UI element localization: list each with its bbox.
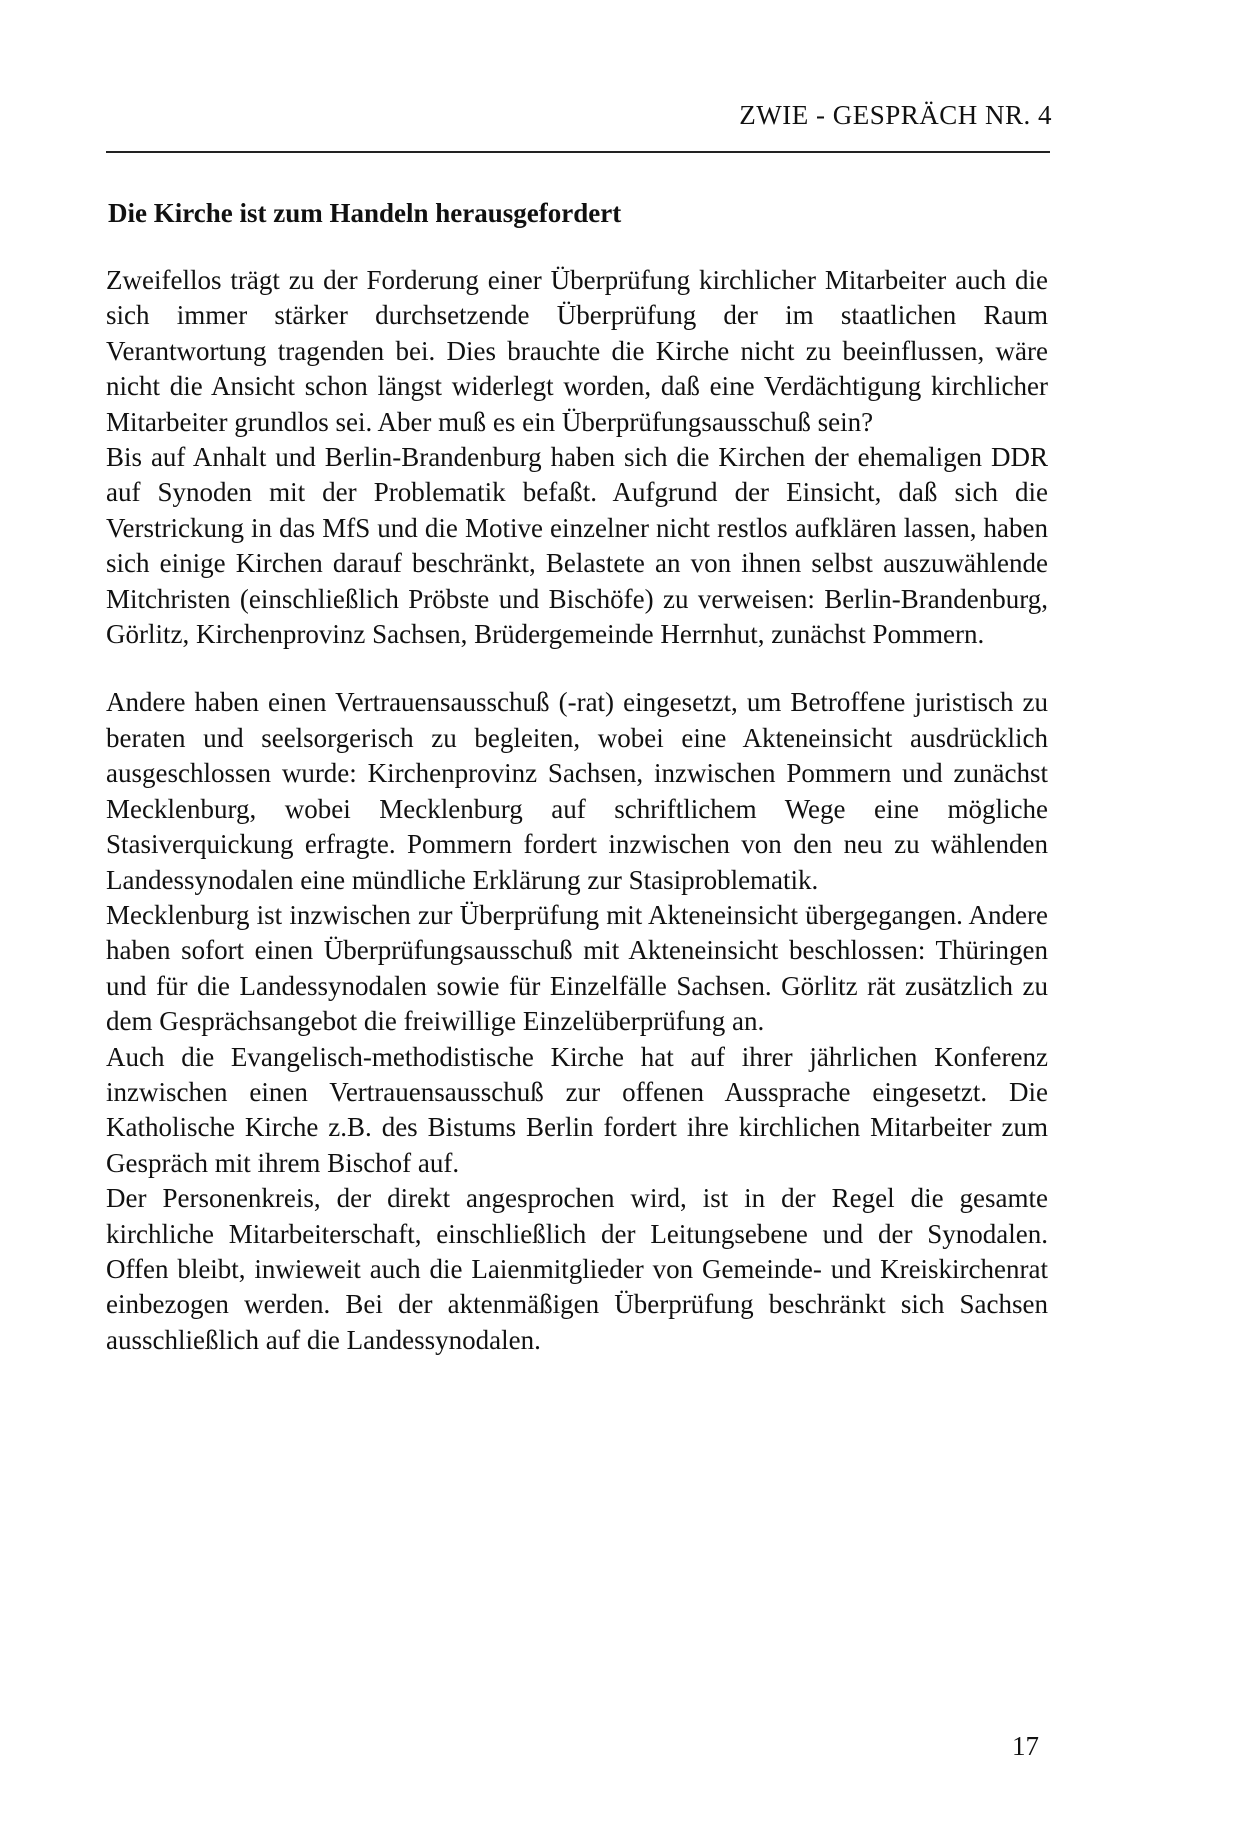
paragraph: Zweifellos trägt zu der Forderung einer Überprüfung kirchlicher Mitarbeiter auch die sich immer stärker durchsetzende Überprüfung der im staatlichen Raum Verantwortung tragenden bei. Dies brauchte die Kirche nicht zu beeinflussen, wäre nicht die Ansicht schon längst widerlegt worden, daß eine Verdächtigung kirchlicher Mitarbeiter grundlos sei. Aber muß es ein Überprüfungsausschuß sein?: [106, 265, 1048, 437]
header-rule: [106, 151, 1050, 153]
section-heading: Die Kirche ist zum Handeln herausgefordert: [108, 198, 622, 228]
paragraph: Andere haben einen Vertrauensausschuß (-rat) eingesetzt, um Betroffene juristisch zu beraten und seelsorgerisch zu begleiten, wobei eine Akteneinsicht ausdrücklich ausgeschlossen wurde: Kirchenprovinz Sachsen, inzwischen Pommern und zunächst Mecklenburg, wobei Mecklenburg auf schriftlichem Wege eine mögliche Stasiverquickung erfragte. Pommern fordert inzwischen von den neu zu wählenden Landessynodalen eine mündliche Erklärung zur Stasiproblematik.: [106, 687, 1048, 895]
body-text: [106, 263, 1048, 1358]
paragraph: Mecklenburg ist inzwischen zur Überprüfung mit Akteneinsicht übergegangen. Andere haben sofort einen Überprüfungsausschuß mit Akteneinsicht beschlossen: Thüringen und für die Landessynodalen sowie für Einzelfälle Sachsen. Görlitz rät zusätzlich zu dem Gesprächsangebot die freiwillige Einzelüberprüfung an.: [106, 899, 1048, 1037]
page-number: 17: [1012, 1731, 1039, 1761]
running-header: ZWIE - GESPRÄCH NR. 4: [739, 100, 1052, 130]
paragraph: Bis auf Anhalt und Berlin-Brandenburg haben sich die Kirchen der ehemaligen DDR auf Synoden mit der Problematik befaßt. Aufgrund der Einsicht, daß sich die Verstrickung in das MfS und die Motive einzelner nicht restlos aufklären lassen, haben sich einige Kirchen darauf beschränkt, Belastete an von ihnen selbst auszuwählende Mitchristen (einschließlich Pröbste und Bischöfe) zu verweisen: Berlin-Brandenburg, Görlitz, Kirchenprovinz Sachsen, Brüdergemeinde Herrnhut, zunächst Pommern.: [106, 442, 1048, 650]
paragraph: Der Personenkreis, der direkt angesprochen wird, ist in der Regel die gesamte kirchliche Mitarbeiterschaft, einschließlich der Leitungsebene und der Synodalen. Offen bleibt, inwieweit auch die Laienmitglieder von Gemeinde- und Kreiskirchenrat einbezogen werden. Bei der aktenmäßigen Überprüfung beschränkt sich Sachsen ausschließlich auf die Landessynodalen.: [106, 1183, 1048, 1355]
paragraph: Auch die Evangelisch-methodistische Kirche hat auf ihrer jährlichen Konferenz inzwischen einen Vertrauensausschuß zur offenen Aussprache eingesetzt. Die Katholische Kirche z.B. des Bistums Berlin fordert ihre kirchlichen Mitarbeiter zum Gespräch mit ihrem Bischof auf.: [106, 1041, 1048, 1178]
